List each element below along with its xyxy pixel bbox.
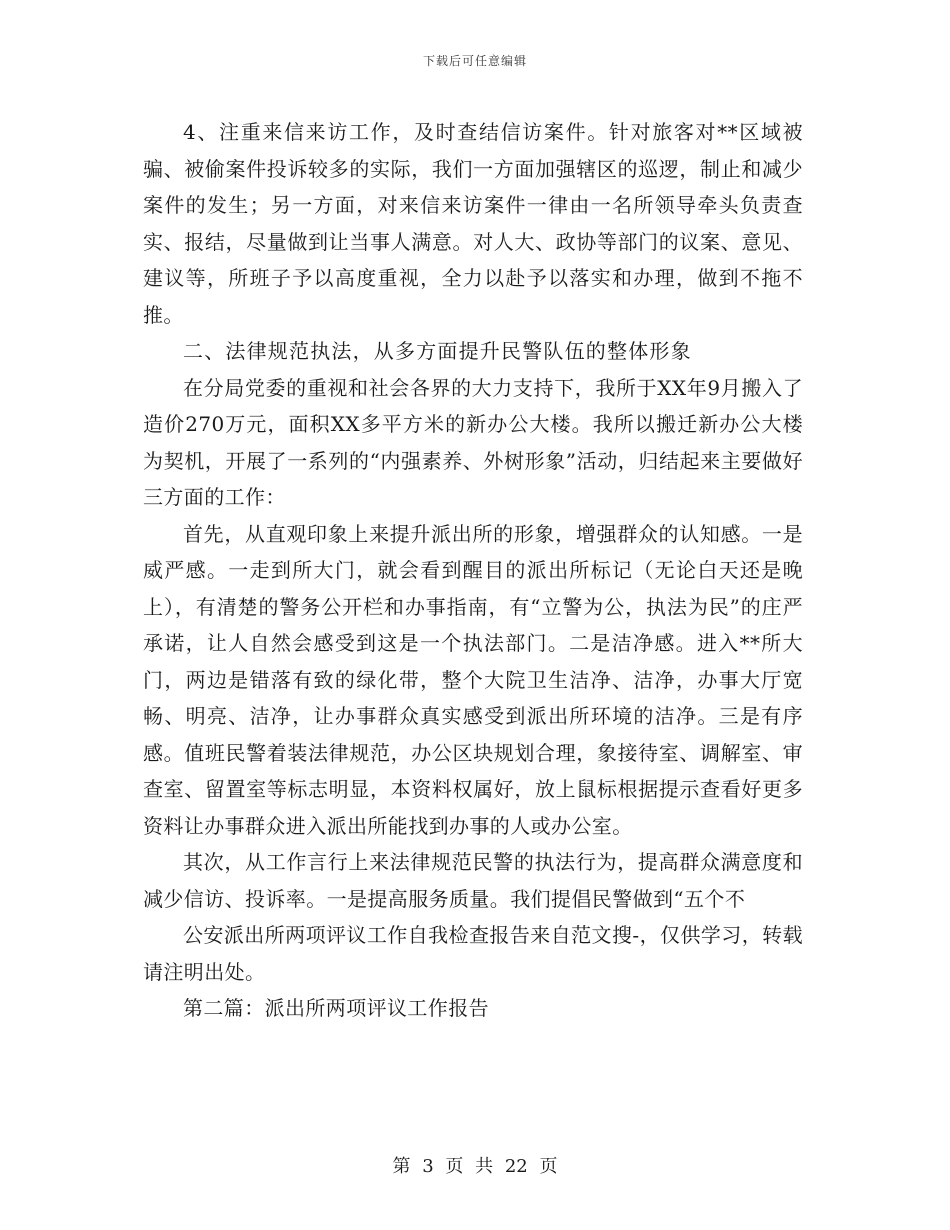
paragraph-source-note: 公安派出所两项评议工作自我检查报告来自范文搜-，仅供学习，转载请注明出处。 [143, 923, 803, 984]
page-number: 第 3 页 共 22 页 [392, 1156, 558, 1177]
paragraph-new-office: 在分局党委的重视和社会各界的大力支持下，我所于XX年9月搬入了造价270万元，面积XX多平方米的新办公大楼。我所以搬迁新办公大楼为契机，开展了一系列的“内强素养、外树形象”活动，归结起来主要做好三方面的工作： [143, 375, 803, 509]
paragraph-second-conduct: 其次，从工作言行上来法律规范民警的执法行为，提高群众满意度和减少信访、投诉率。一是提高服务质量。我们提倡民警做到“五个不 [143, 850, 803, 911]
section-heading-law-enforcement: 二、法律规范执法，从多方面提升民警队伍的整体形象 [183, 339, 692, 363]
paragraph-complaints: 4、注重来信来访工作，及时查结信访案件。针对旅客对**区域被骗、被偷案件投诉较多的实际，我们一方面加强辖区的巡逻，制止和减少案件的发生；另一方面，对来信来访案件一律由一名所领导牵头负责查实、报结，尽量做到让当事人满意。对人大、政协等部门的议案、意见、建议等，所班子予以高度重视，全力以赴予以落实和办理，做到不拖不推。 [143, 120, 803, 327]
document-body [143, 114, 803, 1027]
header-note: 下载后可任意编辑 [422, 54, 527, 68]
paragraph-first-impression: 首先，从直观印象上来提升派出所的形象，增强群众的认知感。一是威严感。一走到所大门，就会看到醒目的派出所标记（无论白天还是晚上），有清楚的警务公开栏和办事指南，有“立警为公，执法为民”的庄严承诺，让人自然会感受到这是一个执法部门。二是洁净感。进入**所大门，两边是错落有致的绿化带，整个大院卫生洁净、洁净，办事大厅宽畅、明亮、洁净，让办事群众真实感受到派出所环境的洁净。三是有序感。值班民警着装法律规范，办公区块规划合理，象接待室、调解室、审查室、留置室等标志明显，本资料权属好，放上鼠标根据提示查看好更多资料让办事群众进入派出所能找到办事的人或办公室。 [143, 521, 803, 838]
paragraph-second-article-title: 第二篇：派出所两项评议工作报告 [183, 996, 489, 1020]
